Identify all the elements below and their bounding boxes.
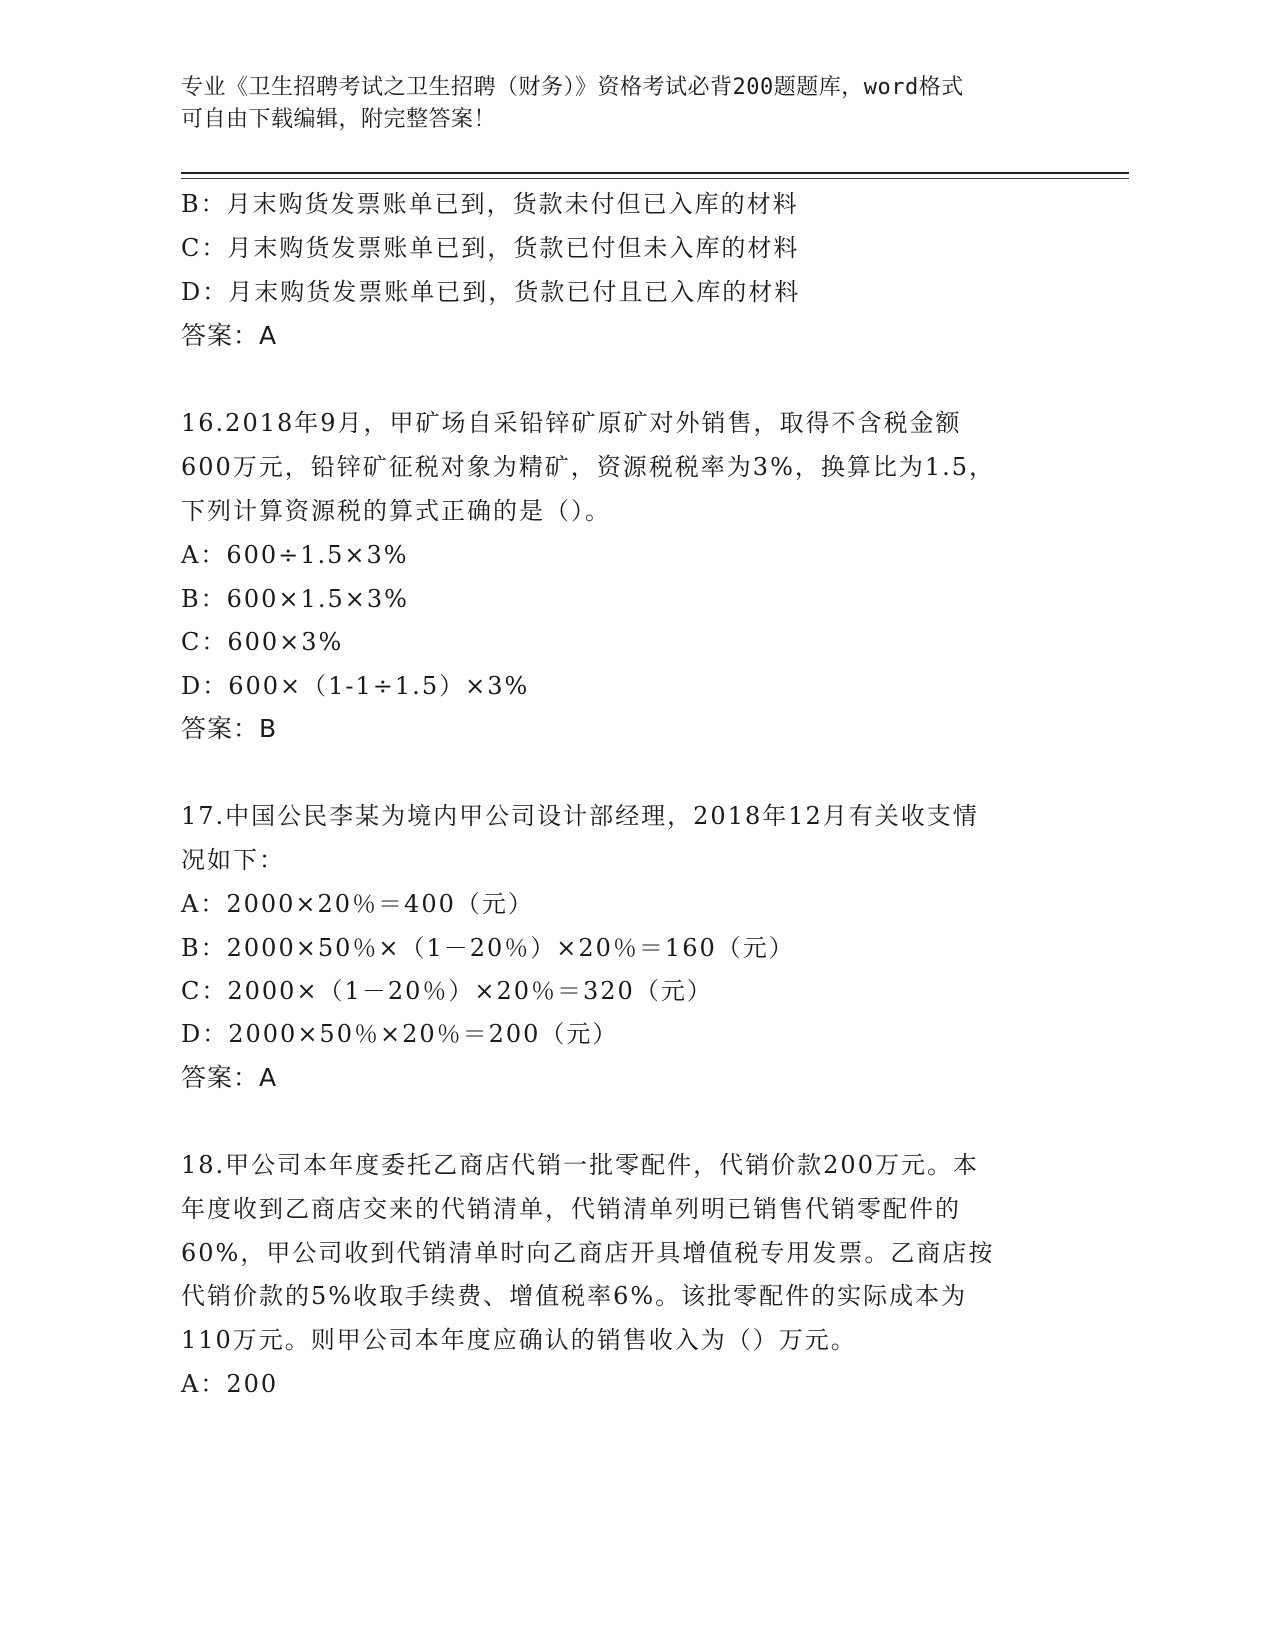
q17-answer: 答案：A — [181, 1063, 278, 1092]
q15-option-d: D：月末购货发票账单已到，货款已付且已入库的材料 — [181, 278, 801, 306]
q17-stem-line-2: 况如下： — [181, 846, 285, 874]
q17-option-d: D：2000×50％×20％＝200（元） — [181, 1020, 619, 1048]
q16-option-d: D：600×（1-1÷1.5）×3% — [181, 672, 530, 700]
q18-option-a: A：200 — [181, 1370, 279, 1398]
q16-option-a: A：600÷1.5×3% — [181, 541, 409, 569]
q17-option-b: B：2000×50％×（1－20％）×20％＝160（元） — [181, 934, 795, 962]
q17-option-a: A：2000×20％＝400（元） — [181, 890, 534, 918]
q16-stem-line-1: 16.2018年9月，甲矿场自采铅锌矿原矿对外销售，取得不含税金额 — [181, 409, 962, 437]
q16-stem-line-3: 下列计算资源税的算式正确的是（）。 — [181, 497, 611, 525]
q16-stem-line-2: 600万元，铅锌矿征税对象为精矿，资源税税率为3%，换算比为1.5， — [181, 453, 996, 481]
q17-option-c: C：2000×（1－20％）×20％＝320（元） — [181, 977, 713, 1005]
q16-option-b: B：600×1.5×3% — [181, 585, 409, 613]
header-rule-thin — [181, 178, 1129, 179]
header-rule-thick — [181, 172, 1129, 174]
q18-stem-line-2: 年度收到乙商店交来的代销清单，代销清单列明已销售代销零配件的 — [181, 1195, 961, 1223]
q18-stem-line-4: 代销价款的5%收取手续费、增值税率6%。该批零配件的实际成本为 — [181, 1282, 968, 1310]
q15-option-b: B：月末购货发票账单已到，货款未付但已入库的材料 — [181, 190, 799, 218]
header-title-line-2: 可自由下载编辑，附完整答案！ — [181, 107, 497, 132]
q17-stem-line-1: 17.中国公民李某为境内甲公司设计部经理，2018年12月有关收支情 — [181, 802, 979, 830]
q15-answer: 答案：A — [181, 321, 278, 350]
q16-answer: 答案：B — [181, 714, 278, 743]
document-header — [181, 72, 1051, 136]
header-title-line-1: 专业《卫生招聘考试之卫生招聘（财务）》资格考试必背200题题库，word格式 — [181, 75, 964, 100]
q18-stem-line-5: 110万元。则甲公司本年度应确认的销售收入为（）万元。 — [181, 1326, 857, 1354]
q15-option-c: C：月末购货发票账单已到，货款已付但未入库的材料 — [181, 234, 800, 262]
q18-stem-line-1: 18.甲公司本年度委托乙商店代销一批零配件，代销价款200万元。本 — [181, 1151, 979, 1179]
q18-stem-line-3: 60%，甲公司收到代销清单时向乙商店开具增值税专用发票。乙商店按 — [181, 1239, 995, 1267]
q16-option-c: C：600×3% — [181, 628, 344, 656]
